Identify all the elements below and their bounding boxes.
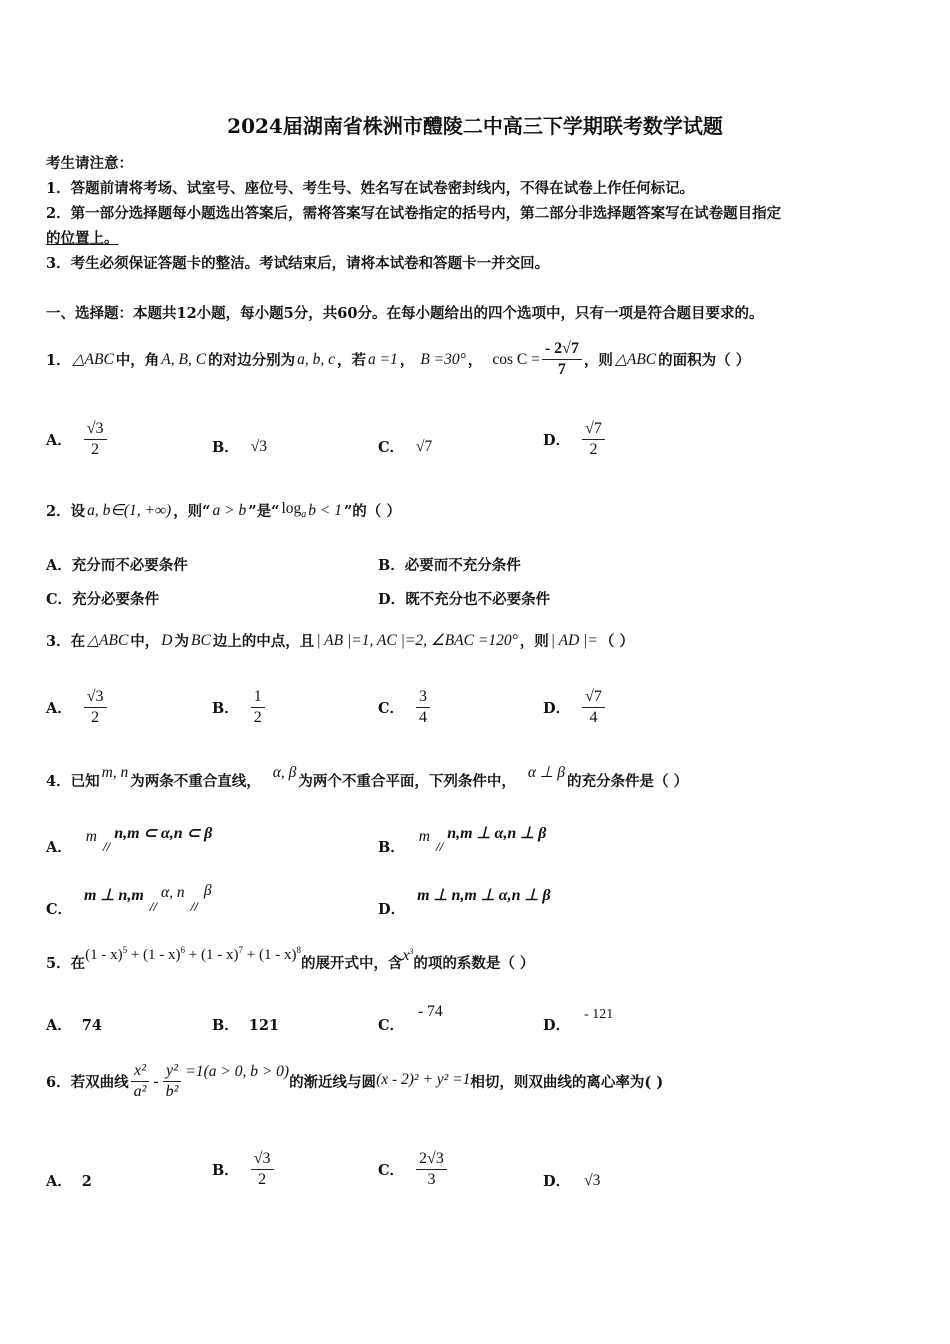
q5-option-d[interactable] — [543, 1007, 614, 1035]
option-math: m — [85, 827, 97, 845]
notice-item-3: 3．考生必须保证答题卡的整洁。考试结束后，请将本试卷和答题卡一并交回。 — [46, 255, 550, 272]
q4-option-d[interactable] — [378, 884, 551, 918]
question-5 — [46, 945, 535, 973]
option-math: α, n — [161, 883, 185, 901]
option-math: m — [418, 827, 430, 845]
q6-text: 的渐近线与圆 — [289, 1074, 377, 1092]
exponent: 8 — [296, 945, 301, 955]
q5-option-a[interactable] — [46, 1014, 102, 1035]
fraction-denominator: 2 — [258, 1171, 267, 1189]
q1-option-b[interactable] — [212, 436, 267, 457]
question-6 — [46, 1062, 663, 1102]
fraction-denominator: 2 — [589, 441, 598, 459]
log-text: log — [281, 500, 302, 518]
fraction-numerator: 1 — [251, 688, 265, 708]
q5-number: 5．在 — [46, 955, 86, 972]
log-base: a — [301, 509, 307, 521]
option-value: 2 — [81, 1173, 92, 1190]
fraction-denominator: 7 — [557, 361, 566, 379]
q5-term: (1 - x) — [85, 947, 123, 963]
option-label: B． — [378, 839, 405, 856]
option-math: m ⊥ n,m ⊥ α,n ⊥ β — [417, 886, 551, 904]
fraction-denominator: 2 — [91, 709, 100, 727]
q6-math: =1(a > 0, b > 0) — [185, 1062, 290, 1080]
q2-text: ，则“ — [173, 503, 211, 520]
option-label: A． — [46, 839, 72, 856]
option-text: 必要而不充分条件 — [404, 557, 521, 574]
option-fraction — [416, 688, 430, 728]
fraction-numerator: √3 — [251, 1150, 274, 1170]
q3-math: △ABC — [87, 632, 129, 649]
q2-option-d[interactable] — [378, 588, 550, 609]
q1-cos: cos C = — [492, 350, 540, 368]
option-value: 121 — [248, 1017, 280, 1034]
q4-text: 为两条不重合直线， — [130, 773, 261, 790]
q5-term: + (1 - x) — [130, 947, 181, 963]
fraction-numerator: x² — [131, 1062, 149, 1082]
parallel-symbol: // — [435, 838, 444, 854]
option-label: B． — [212, 1162, 239, 1180]
parallel-symbol: // — [102, 838, 111, 854]
question-4 — [46, 763, 689, 791]
q1-text: ， — [467, 352, 483, 370]
fraction-numerator: y² — [163, 1062, 181, 1082]
fraction-numerator: √3 — [84, 688, 107, 708]
q3-option-d[interactable] — [543, 688, 605, 728]
q1-text: 中，角 — [115, 352, 160, 370]
option-fraction — [84, 688, 107, 728]
option-value: √3 — [250, 437, 268, 455]
option-value: - 74 — [418, 1003, 443, 1020]
option-label: D． — [378, 901, 406, 918]
exponent: 5 — [122, 945, 128, 955]
option-value: √3 — [584, 1171, 601, 1189]
option-label: C． — [378, 439, 405, 456]
variable: x — [402, 947, 410, 965]
option-label: C． — [378, 1162, 405, 1180]
q3-math: D — [161, 631, 173, 649]
q6-text: 相切，则双曲线的离心率为( ) — [470, 1074, 664, 1092]
q2-option-c[interactable] — [46, 588, 159, 609]
q3-option-c[interactable] — [378, 688, 430, 728]
fraction-denominator: 3 — [427, 1171, 436, 1189]
option-label: C． — [46, 591, 73, 608]
option-label: D． — [543, 1173, 571, 1190]
option-label: D． — [543, 1017, 571, 1034]
notice-item-2-cont: 的位置上。 — [46, 230, 119, 247]
option-label: C． — [378, 1017, 405, 1034]
q3-option-b[interactable] — [212, 688, 265, 728]
notice-item-1: 1．答题前请将考场、试室号、座位号、考生号、姓名写在试卷密封线内，不得在试卷上作任何标记。 — [46, 180, 695, 197]
q1-text: 的面积为（ ） — [658, 352, 751, 370]
fraction-denominator: 2 — [253, 709, 262, 727]
option-math: β — [203, 881, 212, 899]
q5-term: + (1 - x) — [188, 947, 239, 963]
fraction-denominator: 4 — [589, 709, 598, 727]
option-text: 充分而不必要条件 — [71, 557, 188, 574]
question-1 — [46, 340, 750, 380]
fraction-numerator: √7 — [582, 688, 605, 708]
q6-number: 6．若双曲线 — [46, 1074, 129, 1092]
question-2 — [46, 500, 401, 521]
option-math: n,m ⊂ α,n ⊂ β — [114, 824, 213, 842]
fraction-numerator: √3 — [84, 420, 107, 440]
option-label: A． — [46, 1173, 72, 1190]
option-label: A． — [46, 700, 72, 718]
q1-text: 的对边分别为 — [208, 352, 296, 370]
notice-item-2: 2．第一部分选择题每小题选出答案后，需将答案写在试卷指定的括号内，第二部分非选择题答案写在试卷题目指定 — [46, 205, 782, 222]
q6-math: (x - 2)² + y² =1 — [376, 1070, 471, 1088]
q3-option-a[interactable] — [46, 688, 107, 728]
q1-option-a[interactable] — [46, 420, 107, 460]
q1-option-c[interactable] — [378, 436, 432, 457]
option-value: √7 — [416, 437, 433, 455]
option-fraction — [251, 688, 265, 728]
option-fraction — [84, 420, 107, 460]
q5-x-cubed — [402, 947, 413, 965]
exponent: 7 — [238, 945, 243, 955]
q4-option-c[interactable] — [46, 881, 212, 918]
q1-math: A, B, C — [161, 350, 207, 368]
q3-math: | AB |=1, AC |=2, ∠BAC =120° — [316, 632, 518, 649]
fraction-denominator: b² — [165, 1083, 179, 1101]
q6-option-b[interactable] — [212, 1150, 274, 1190]
q5-text: 的项的系数是（ ） — [413, 955, 535, 972]
q5-expression — [85, 945, 301, 964]
fraction-denominator: a² — [133, 1083, 147, 1101]
option-text: 既不充分也不必要条件 — [405, 591, 551, 608]
option-label: A． — [46, 432, 72, 450]
q3-number: 3．在 — [46, 633, 86, 650]
option-label: A． — [46, 557, 72, 574]
option-label: C． — [378, 700, 405, 718]
q1-math: △ABC — [614, 351, 657, 369]
option-label: D． — [543, 700, 571, 718]
option-value: - 121 — [584, 1007, 614, 1022]
q6-option-c[interactable] — [378, 1150, 447, 1190]
fraction-denominator: 4 — [419, 709, 428, 727]
option-value: 74 — [81, 1017, 102, 1034]
minus-sign: - — [153, 1072, 159, 1090]
q4-math: m, n — [101, 763, 129, 781]
option-label: C． — [46, 901, 73, 918]
option-label: D． — [378, 591, 406, 608]
question-3 — [46, 630, 634, 651]
option-label: B． — [212, 1017, 239, 1034]
q3-text: 边上的中点，且 — [212, 633, 315, 650]
exponent: 3 — [409, 947, 414, 957]
q1-number: 1． — [46, 352, 71, 370]
q2-log — [281, 500, 306, 520]
q5-term: + (1 - x) — [246, 947, 297, 963]
q2-text: ”是“ — [248, 503, 280, 520]
option-math: n,m ⊥ α,n ⊥ β — [447, 824, 547, 842]
q2-math: a, b∈(1, +∞) — [87, 502, 172, 519]
notice-heading: 考生请注意： — [46, 155, 133, 172]
option-label: B． — [212, 439, 239, 456]
option-math: m ⊥ n,m — [84, 886, 144, 904]
q6-fraction-x — [131, 1062, 150, 1102]
fraction-denominator: 2 — [91, 441, 100, 459]
q2-math: b < 1 — [308, 501, 342, 519]
q5-text: 的展开式中，含 — [300, 955, 403, 972]
q4-option-a[interactable] — [46, 822, 213, 856]
q2-option-b[interactable] — [378, 554, 521, 575]
q6-option-a[interactable] — [46, 1170, 92, 1191]
q3-text: ，则 — [519, 633, 549, 650]
q1-math: B =30° — [420, 350, 466, 368]
q3-text: 中， — [130, 633, 160, 650]
q2-math: a > b — [212, 501, 247, 519]
q4-option-b[interactable] — [378, 822, 547, 856]
page-title: 2024届湖南省株洲市醴陵二中高三下学期联考数学试题 — [227, 114, 723, 138]
q4-math: α ⊥ β — [527, 764, 566, 781]
section-heading: 一、选择题：本题共12小题，每小题5分，共60分。在每小题给出的四个选项中，只有一项是符合题目要求的。 — [46, 305, 764, 322]
q1-option-d[interactable] — [543, 420, 605, 460]
option-label: D． — [543, 432, 571, 450]
option-fraction — [251, 1150, 274, 1190]
q1-math: a =1 — [367, 350, 398, 368]
q5-option-b[interactable] — [212, 1014, 279, 1035]
q1-text: ，若 — [336, 352, 366, 370]
option-fraction — [582, 420, 605, 460]
parallel-symbol: // — [190, 898, 198, 914]
q1-text: ，则 — [583, 352, 613, 370]
q3-math: | AD |= — [550, 631, 598, 649]
q1-cos-fraction — [542, 340, 582, 380]
q1-math: △ABC — [72, 351, 114, 369]
q6-fraction-y — [163, 1062, 182, 1102]
q1-math: a, b, c — [297, 350, 335, 368]
q6-option-d[interactable] — [543, 1170, 600, 1191]
option-fraction — [582, 688, 605, 728]
option-text: 充分必要条件 — [72, 591, 160, 608]
option-label: B． — [378, 557, 405, 574]
q4-number: 4．已知 — [46, 773, 100, 790]
q2-text: ”的（ ） — [343, 503, 401, 520]
parallel-symbol: // — [149, 898, 158, 914]
q2-option-a[interactable] — [46, 554, 188, 575]
q3-text: 为 — [174, 633, 189, 650]
exponent: 6 — [180, 945, 186, 955]
q4-math: α, β — [272, 763, 297, 781]
q5-option-c[interactable] — [378, 1003, 443, 1035]
fraction-numerator: 2√3 — [416, 1150, 447, 1170]
option-label: B． — [212, 700, 239, 718]
fraction-numerator: √7 — [582, 420, 605, 440]
q4-text: 为两个不重合平面，下列条件中， — [298, 773, 516, 790]
q2-number: 2．设 — [46, 503, 86, 520]
option-label: A． — [46, 1017, 72, 1034]
fraction-numerator: 3 — [416, 688, 430, 708]
q3-math: BC — [191, 631, 211, 649]
option-fraction — [416, 1150, 447, 1190]
q4-text: 的充分条件是（ ） — [567, 773, 689, 790]
q3-text: （ ） — [599, 633, 634, 650]
fraction-numerator: - 2√7 — [542, 340, 582, 360]
q1-text: ， — [399, 352, 415, 370]
